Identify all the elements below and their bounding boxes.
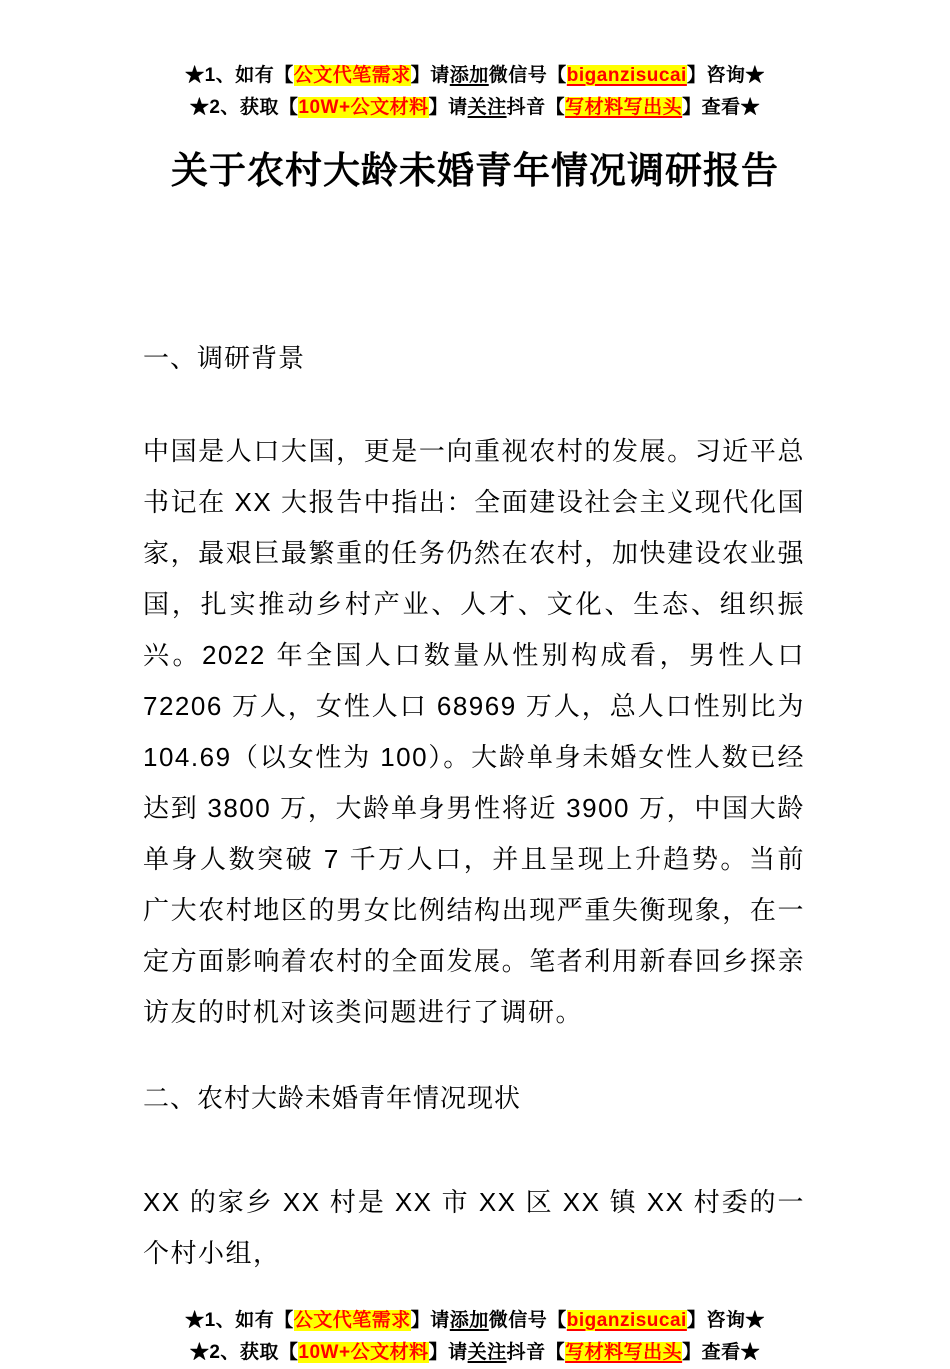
promo-header-line-1 xyxy=(0,60,950,92)
promo-douyin-id: 写材料写出头 xyxy=(565,1342,683,1363)
section-1-paragraph: 中国是人口大国，更是一向重视农村的发展。习近平总书记在 XX 大报告中指出：全面建设社会主义现代化国家，最艰巨最繁重的任务仍然在农村，加快建设农业强国，扎实推动乡村产业、人才、文化、生态、组织振兴。2022 年全国人口数量从性别构成看，男性人口 72206 万人，女性人口 68969 万人，总人口性别比为 104.69（以女性为 100）。大龄单身未婚女性人数已经达到 3800 万，大龄单身男性将近 3900 万，中国大龄单身人数突破 7 千万人口，并且呈现上升趋势。当前广大农村地区的男女比例结构出现严重失衡现象，在一定方面影响着农村的全面发展。笔者利用新春回乡探亲访友的时机对该类问题进行了调研。 xyxy=(143,436,805,1027)
promo-prefix: ★1、如有【 xyxy=(185,1310,294,1331)
promo-mid: 抖音【 xyxy=(506,97,566,118)
promo-suffix: 】咨询★ xyxy=(686,65,765,86)
promo-underline-add: 添加 xyxy=(449,1310,489,1331)
promo-suffix: 】咨询★ xyxy=(686,1310,765,1331)
promo-mid: 】请 xyxy=(428,1342,468,1363)
promo-douyin-id: 写材料写出头 xyxy=(565,97,683,118)
promo-highlight-service: 公文代笔需求 xyxy=(293,1310,411,1331)
promo-highlight-service: 公文代笔需求 xyxy=(293,65,411,86)
promo-underline-follow: 关注 xyxy=(467,1342,507,1363)
promo-wechat-id: biganzisucai xyxy=(566,65,687,86)
promo-prefix: ★1、如有【 xyxy=(185,65,294,86)
promo-mid: 】请 xyxy=(410,1310,450,1331)
promo-suffix: 】查看★ xyxy=(682,97,761,118)
section-heading-1: 一、调研背景 xyxy=(143,343,306,373)
promo-mid: 】请 xyxy=(410,65,450,86)
promo-wechat-id: biganzisucai xyxy=(566,1310,687,1331)
promo-prefix: ★2、获取【 xyxy=(189,97,299,118)
promo-underline-follow: 关注 xyxy=(467,97,507,118)
promo-prefix: ★2、获取【 xyxy=(189,1342,299,1363)
promo-mid: 抖音【 xyxy=(506,1342,566,1363)
promo-header-line-2 xyxy=(0,92,950,124)
document-title: 关于农村大龄未婚青年情况调研报告 xyxy=(171,150,779,191)
document-body xyxy=(143,196,805,1279)
promo-highlight-materials: 10W+公文材料 xyxy=(298,1342,429,1363)
promo-highlight-materials: 10W+公文材料 xyxy=(298,97,429,118)
promo-mid: 微信号【 xyxy=(488,1310,567,1331)
promo-header xyxy=(0,0,950,124)
promo-suffix: 】查看★ xyxy=(682,1342,761,1363)
section-2-paragraph: XX 的家乡 XX 村是 XX 市 XX 区 XX 镇 XX 村委的一个村小组， xyxy=(143,1187,805,1268)
promo-mid: 微信号【 xyxy=(488,65,567,86)
promo-footer xyxy=(0,1305,950,1369)
promo-underline-add: 添加 xyxy=(449,65,489,86)
promo-footer-line-2 xyxy=(0,1337,950,1369)
promo-footer-line-1 xyxy=(0,1305,950,1337)
section-heading-2: 二、农村大龄未婚青年情况现状 xyxy=(143,1083,522,1113)
promo-mid: 】请 xyxy=(428,97,468,118)
